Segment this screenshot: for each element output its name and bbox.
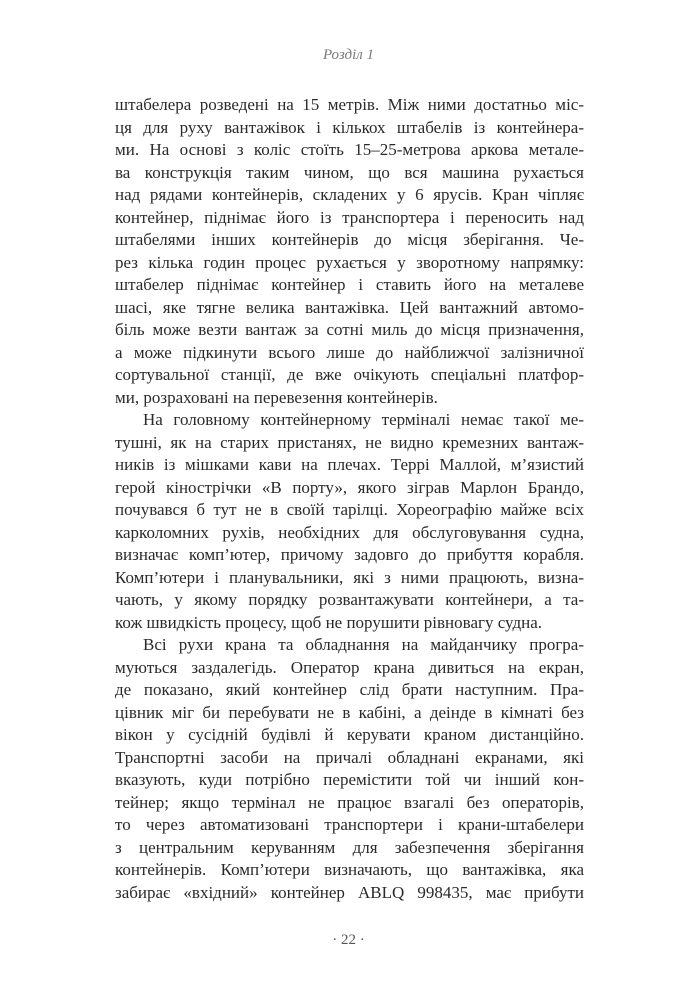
text-line: ми, розраховані на перевезення контейнерів. <box>115 387 438 407</box>
running-head: Розділ 1 <box>322 47 375 63</box>
text-line: ників із мішками кави на плечах. Террі Маллой, м’язистий <box>115 455 584 474</box>
text-line: біль може везти вантаж за сотні миль до місця призначення, <box>115 320 584 339</box>
text-line: а може підкинути всього лише до найближчої залізничної <box>115 342 584 362</box>
text-line: штабелера розведені на 15 метрів. Між ними достатньо міс- <box>115 95 584 114</box>
text-line: На головному контейнерному терміналі немає такої ме- <box>143 410 584 429</box>
text-line: Комп’ютери і планувальники, які з ними працюють, визна- <box>115 567 584 587</box>
paragraph <box>115 409 584 634</box>
text-line: штабелями інших контейнерів до місця зберігання. Че- <box>115 230 584 249</box>
text-line: карколомних рухів, необхідних для обслуговування судна, <box>115 522 584 542</box>
text-line: контейнер, піднімає його із транспортера і переносить над <box>115 207 584 227</box>
text-line: ця для руху вантажівок і кількох штабелів із контейнера- <box>115 117 584 137</box>
text-line: почувався б тут не в своїй тарілці. Хореографію майже всіх <box>115 500 584 519</box>
text-line: Транспортні засоби на причалі обладнані екранами, які <box>115 747 584 767</box>
text-line: контейнерів. Комп’ютери визначають, що вантажівка, яка <box>115 860 584 879</box>
text-line: штабелер піднімає контейнер і ставить його на металеве <box>115 275 584 294</box>
text-line: шасі, яке тягне велика вантажівка. Цей вантажний автомо- <box>115 297 584 317</box>
text-line: вказують, куди потрібно перемістити той чи інший кон- <box>115 770 584 789</box>
text-line: забирає «вхідний» контейнер ABLQ 998435, має прибути <box>115 882 584 902</box>
page-number: · 22 · <box>332 932 365 948</box>
text-line: тушні, як на старих пристанях, не видно кремезних вантаж- <box>115 432 584 452</box>
text-line: Всі рухи крана та обладнання на майданчику програ- <box>143 635 584 654</box>
text-line: чають, у якому порядку розвантажувати контейнери, а та- <box>115 590 584 609</box>
text-line: то через автоматизовані транспортери і крани-штабелери <box>115 815 584 834</box>
text-line: герой кінострічки «В порту», якого зіграв Марлон Брандо, <box>115 477 584 497</box>
text-line: цівник міг би перебувати не в кабіні, а деінде в кімнаті без <box>115 702 584 722</box>
text-line: кож швидкість процесу, щоб не порушити рівновагу судна. <box>115 612 543 632</box>
text-line: сортувальної станції, де вже очікують спеціальні платфор- <box>115 365 584 384</box>
text-line: муються заздалегідь. Оператор крана дивиться на екран, <box>115 657 584 677</box>
text-line: тейнер; якщо термінал не працює взагалі без операторів, <box>115 792 584 812</box>
text-line: вікон у сусідній будівлі й керувати краном дистанційно. <box>115 725 584 744</box>
text-line: з центральним керуванням для забезпечення зберігання <box>115 837 584 857</box>
text-line: рез кілька годин процес рухається у зворотному напрямку: <box>115 252 584 272</box>
text-line: ми. На основі з коліс стоїть 15–25-метрова аркова метале- <box>115 140 584 159</box>
text-line: визначає комп’ютер, причому задовго до прибуття корабля. <box>115 545 584 564</box>
body-text <box>115 94 584 904</box>
text-line: де показано, який контейнер слід брати наступним. Пра- <box>115 680 584 699</box>
text-line: ва конструкція таким чином, що вся машина рухається <box>115 162 584 182</box>
text-line: над рядами контейнерів, складених у 6 ярусів. Кран чіпляє <box>115 185 584 204</box>
paragraph <box>115 634 584 904</box>
paragraph <box>115 94 584 409</box>
